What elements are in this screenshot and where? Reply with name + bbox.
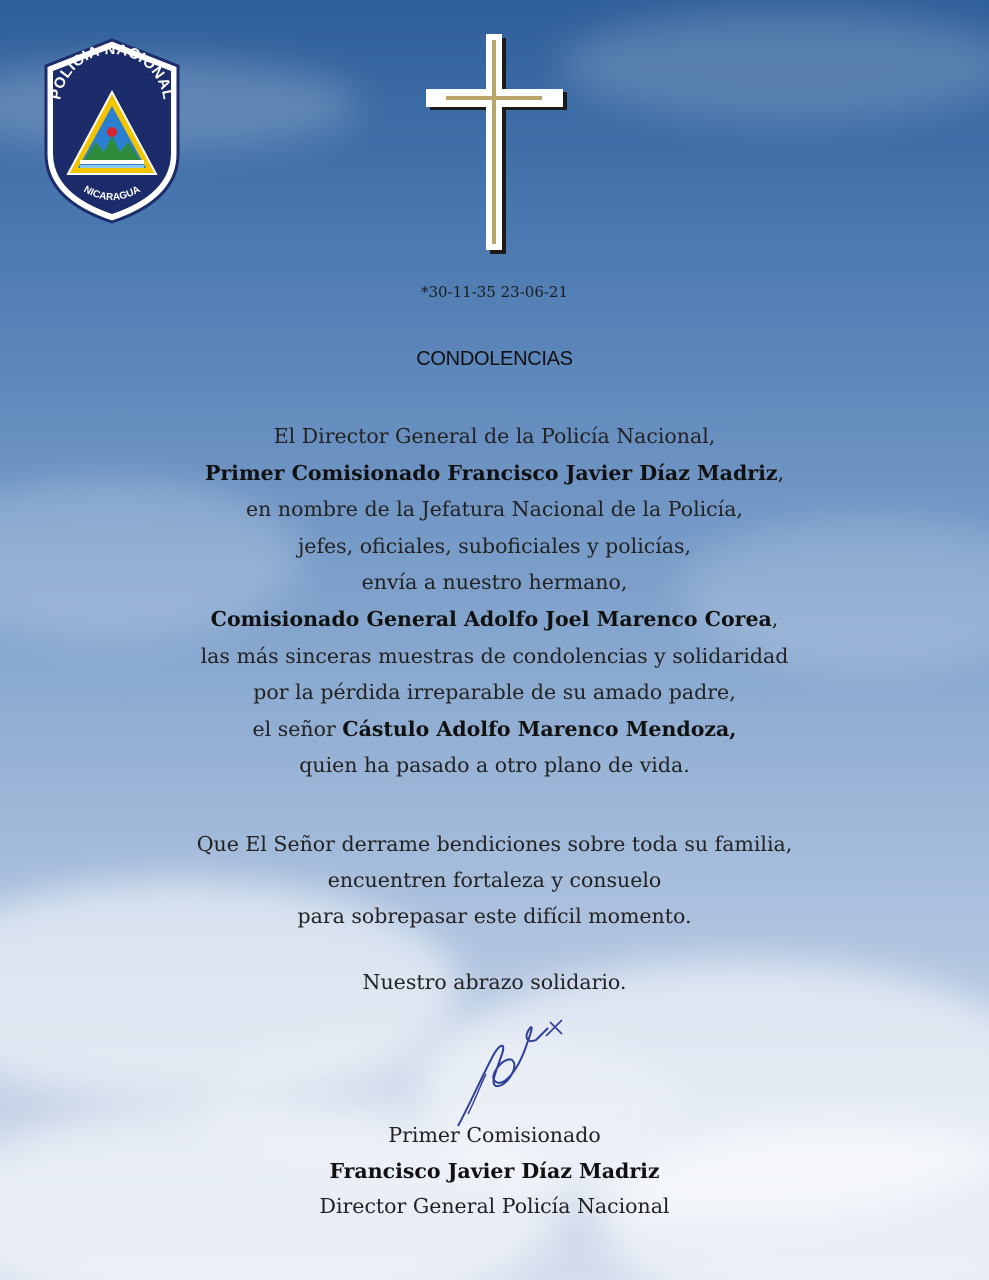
farewell-line: Nuestro abrazo solidario.	[362, 970, 627, 994]
signatory-rank: Primer Comisionado	[388, 1123, 601, 1147]
message-line: en nombre de la Jefatura Nacional de la Policía,	[246, 497, 743, 522]
message-line: envía a nuestro hermano,	[361, 570, 628, 595]
signatory-name-line	[0, 1154, 989, 1190]
closing-line: Que El Señor derrame bendiciones sobre toda su familia,	[196, 832, 793, 856]
message-line: las más sinceras muestras de condolencias y solidaridad	[200, 643, 789, 668]
message-line: Comisionado General Adolfo Joel Marenco Corea,	[210, 606, 779, 631]
closing-line: para sobrepasar este difícil momento.	[297, 904, 692, 928]
deceased-name: Cástulo Adolfo Marenco Mendoza,	[342, 716, 737, 741]
signature-block	[0, 1118, 989, 1225]
badge-top-text: POLICIA NACIONAL	[47, 40, 177, 102]
closing-line: encuentren fortaleza y consuelo	[327, 868, 662, 892]
signatory-position: Director General Policía Nacional	[319, 1194, 670, 1219]
message-line: El Director General de la Policía Nacional,	[273, 424, 716, 448]
page-title: CONDOLENCIAS	[416, 348, 573, 370]
badge-bottom-text: NICARAGUA	[81, 184, 143, 204]
condolence-message	[0, 418, 989, 784]
policia-nacional-badge	[38, 36, 186, 226]
closing-paragraph	[0, 826, 989, 934]
signature	[450, 1014, 580, 1132]
message-line: Primer Comisionado Francisco Javier Díaz Madriz,	[204, 460, 785, 485]
signatory-name: Francisco Javier Díaz Madriz	[329, 1158, 660, 1183]
director-name: Primer Comisionado Francisco Javier Díaz Madriz	[204, 460, 778, 485]
recipient-name: Comisionado General Adolfo Joel Marenco Corea	[210, 606, 772, 631]
message-line: jefes, oficiales, suboficiales y policías,	[297, 533, 692, 558]
cross-icon	[420, 32, 570, 254]
message-line: el señor Cástulo Adolfo Marenco Mendoza,	[252, 716, 737, 741]
message-line: por la pérdida irreparable de su amado padre,	[253, 680, 736, 705]
life-dates: *30-11-35 23-06-21	[420, 283, 569, 301]
message-line: quien ha pasado a otro plano de vida.	[299, 753, 690, 778]
